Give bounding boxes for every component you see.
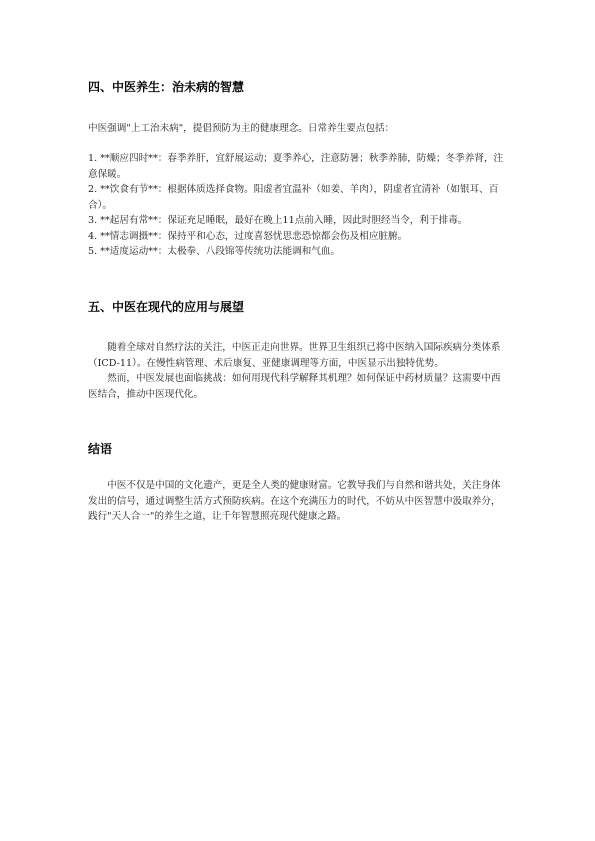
conclusion-body bbox=[88, 478, 508, 525]
list-item: 3. **起居有常**：保证充足睡眠，最好在晚上11点前入睡，因此时胆经当令，利于排毒。 bbox=[88, 215, 468, 226]
section4-heading: 四、中医养生：治未病的智慧 bbox=[88, 80, 245, 94]
list-item: 4. **情志调摄**：保持平和心态，过度喜怒忧思悲恐惊都会伤及相应脏腑。 bbox=[88, 230, 408, 242]
conclusion-heading: 结语 bbox=[88, 442, 113, 456]
section5-heading: 五、中医在现代的应用与展望 bbox=[88, 300, 245, 314]
list-item: 1. **顺应四时**：春季养肝，宜舒展运动；夏季养心，注意防暑；秋季养肺，防燥；冬季养肾，注意保暖。 bbox=[88, 153, 504, 180]
section4-intro: 中医强调"上工治未病"，提倡预防为主的健康理念。日常养生要点包括： bbox=[88, 123, 395, 134]
conclusion-paragraph: 中医不仅是中国的文化遗产，更是全人类的健康财富。它教导我们与自然和谐共处，关注身体发出的信号，通过调整生活方式预防疾病。在这个充满压力的时代，不妨从中医智慧中汲取养分，践行"天人合一"的养生之道，让千年智慧照亮现代健康之路。 bbox=[88, 480, 501, 522]
section5-body bbox=[88, 340, 508, 402]
list-item: 2. **饮食有节**：根据体质选择食物。阳虚者宜温补（如姜、羊肉），阴虚者宜清补（如银耳、百合）。 bbox=[88, 184, 499, 211]
list-item: 5. **适度运动**：太极拳、八段锦等传统功法能调和气血。 bbox=[88, 246, 341, 257]
section4-list bbox=[88, 151, 508, 260]
section5-paragraph: 随着全球对自然疗法的关注，中医正走向世界。世界卫生组织已将中医纳入国际疾病分类体系（ICD-11）。在慢性病管理、术后康复、亚健康调理等方面，中医显示出独特优势。 bbox=[88, 342, 501, 369]
section5-paragraph: 然而，中医发展也面临挑战：如何用现代科学解释其机理？如何保证中药材质量？这需要中西医结合，推动中医现代化。 bbox=[88, 373, 501, 400]
